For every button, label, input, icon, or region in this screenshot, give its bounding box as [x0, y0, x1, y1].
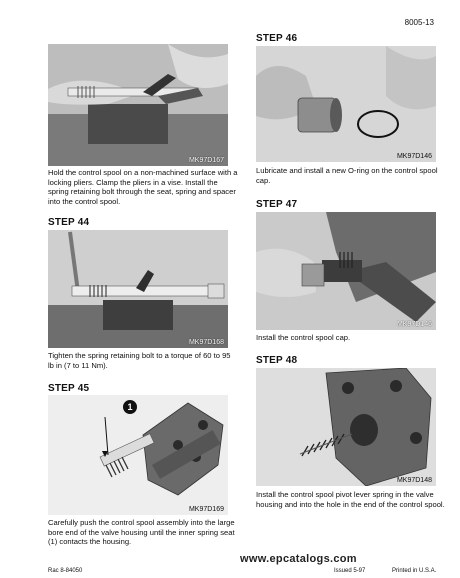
footer-right: Printed in U.S.A. [392, 568, 437, 574]
figure-code: MK97D146 [396, 321, 432, 328]
photo-spool-into-housing [48, 395, 228, 515]
figure-code: MK97D146 [396, 153, 432, 160]
caption-step-46: Lubricate and install a new O-ring on the control spool cap. [256, 166, 438, 185]
photo-oring-cap [256, 46, 436, 162]
step-45-title: STEP 45 [48, 383, 90, 394]
watermark-text: www.epcatalogs.com [240, 553, 357, 565]
figure-code: MK97D167 [188, 157, 224, 164]
step-48-title: STEP 48 [256, 355, 298, 366]
callout-1-marker: 1 [123, 400, 137, 414]
footer-center: Issued 5-97 [334, 568, 366, 574]
photo-pivot-lever-spring [256, 368, 436, 486]
caption-fig1: Hold the control spool on a non-machined surface with a locking pliers. Clamp the pliers in a vise. Install the spring retaining bolt through the seat, spring and spacer into the control spool. [48, 168, 238, 206]
caption-step-44: Tighten the spring retaining bolt to a torque of 60 to 95 lb in (7 to 11 Nm). [48, 351, 231, 370]
figure-code: MK97D148 [396, 477, 432, 484]
step-44-title: STEP 44 [48, 217, 90, 228]
caption-step-48: Install the control spool pivot lever spring in the valve housing and into the hole in the end of the control spool. [256, 490, 445, 509]
step-47-title: STEP 47 [256, 199, 298, 210]
caption-step-47: Install the control spool cap. [256, 333, 351, 342]
caption-step-45: Carefully push the control spool assembly into the large bore end of the valve housing until the inner spring seat (1) contacts the housing. [48, 518, 235, 547]
photo-install-cap [256, 212, 436, 330]
photo-control-spool-pliers [48, 44, 228, 166]
figure-code: MK97D169 [188, 506, 224, 513]
footer-left: Rac 8-84050 [48, 568, 83, 574]
photo-torque-bolt [48, 230, 228, 348]
figure-code: MK97D168 [188, 339, 224, 346]
step-46-title: STEP 46 [256, 33, 298, 44]
page-code: 8005-13 [404, 18, 434, 27]
